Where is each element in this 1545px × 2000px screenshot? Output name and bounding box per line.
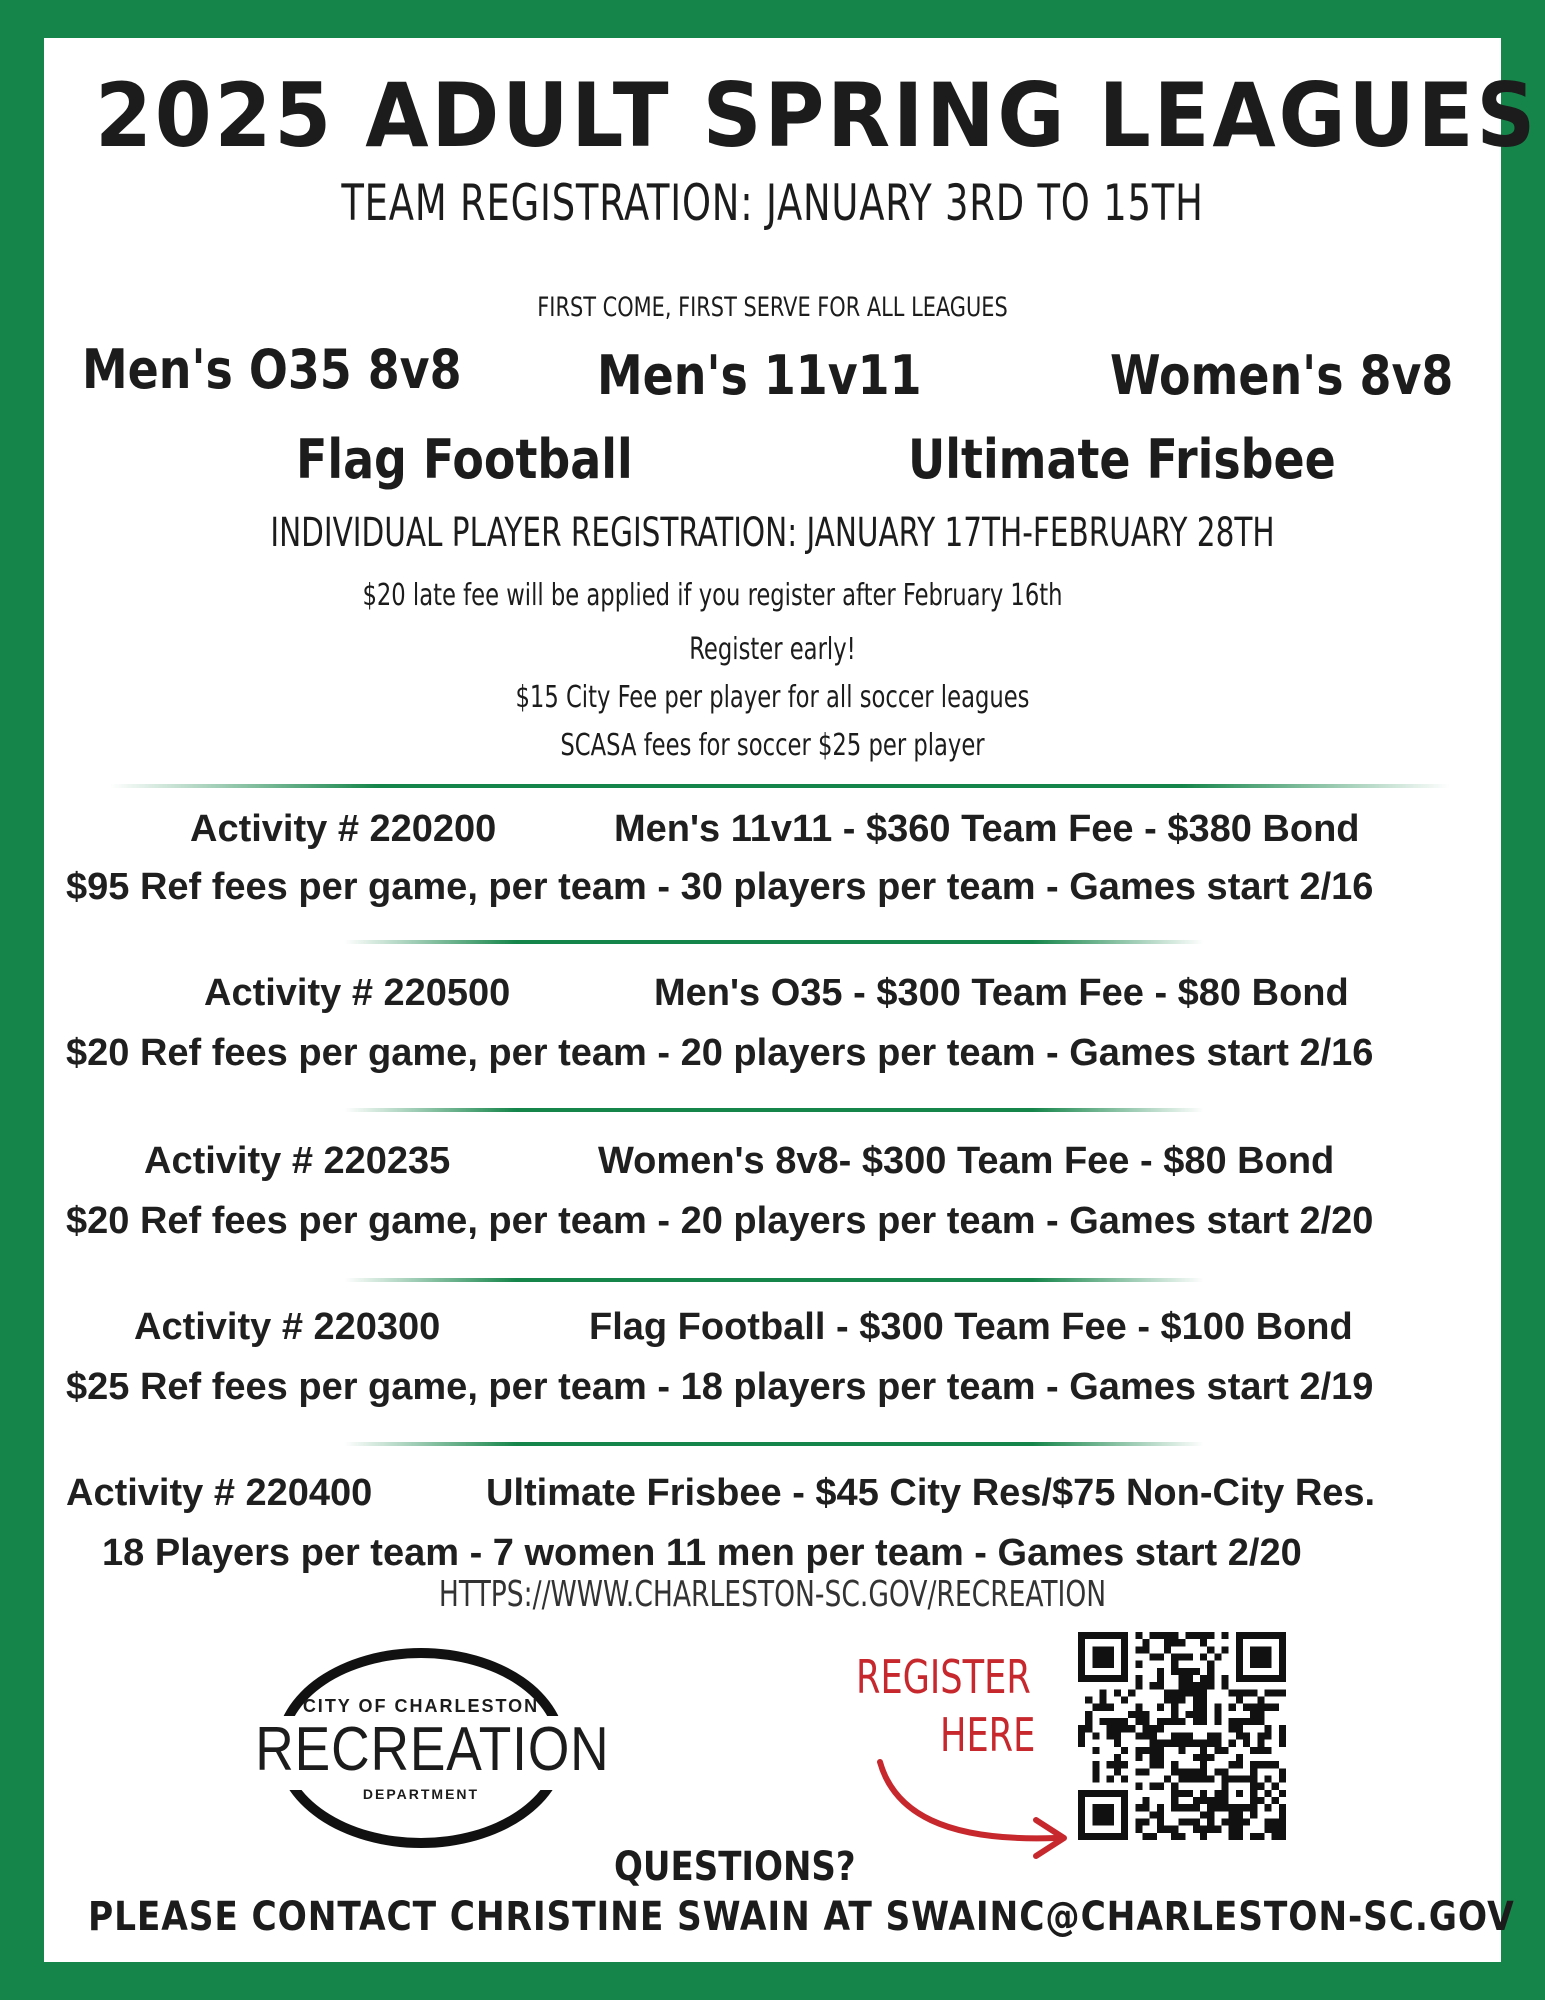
flyer-title: 2025 ADULT SPRING LEAGUES	[94, 64, 1539, 167]
league-womens-8v8: Women's 8v8	[1110, 344, 1454, 407]
activity-number: Activity # 220300	[134, 1306, 441, 1348]
activity-summary: Men's 11v11 - $360 Team Fee - $380 Bond	[614, 808, 1360, 850]
activity-details: 18 Players per team - 7 women 11 men per team - Games start 2/20	[102, 1532, 1302, 1574]
activity-details: $95 Ref fees per game, per team - 30 players per team - Games start 2/16	[66, 866, 1374, 908]
logo-city-text: CITY OF CHARLESTON	[302, 1696, 540, 1716]
city-fee-note: $15 City Fee per player for all soccer leagues	[515, 680, 1030, 715]
activity-summary: Flag Football - $300 Team Fee - $100 Bond	[589, 1306, 1353, 1348]
team-registration-dates: TEAM REGISTRATION: JANUARY 3RD TO 15TH	[341, 174, 1204, 232]
divider	[344, 940, 1204, 944]
league-flag-football: Flag Football	[296, 428, 633, 491]
qr-code[interactable]	[1078, 1632, 1286, 1840]
league-mens-o35: Men's O35 8v8	[82, 338, 462, 401]
activity-number: Activity # 220400	[66, 1472, 373, 1514]
activity-details: $25 Ref fees per game, per team - 18 players per team - Games start 2/19	[66, 1366, 1374, 1408]
activity-summary: Men's O35 - $300 Team Fee - $80 Bond	[654, 972, 1349, 1014]
contact-line: PLEASE CONTACT CHRISTINE SWAIN AT SWAINC@CHARLESTON-SC.GOV	[88, 1894, 1515, 1940]
activity-number: Activity # 220200	[190, 808, 497, 850]
league-ultimate-frisbee: Ultimate Frisbee	[908, 428, 1336, 491]
activity-number: Activity # 220500	[204, 972, 511, 1014]
individual-registration-dates: INDIVIDUAL PLAYER REGISTRATION: JANUARY 17TH-FEBRUARY 28TH	[270, 510, 1275, 556]
activity-summary: Women's 8v8- $300 Team Fee - $80 Bond	[598, 1140, 1335, 1182]
activity-details: $20 Ref fees per game, per team - 20 players per team - Games start 2/20	[66, 1200, 1374, 1242]
divider	[344, 1442, 1204, 1446]
register-label: REGISTER	[856, 1650, 1031, 1704]
divider	[110, 784, 1450, 788]
league-mens-11v11: Men's 11v11	[597, 344, 922, 407]
activity-summary: Ultimate Frisbee - $45 City Res/$75 Non-City Res.	[486, 1472, 1376, 1514]
logo-department-text: DEPARTMENT	[362, 1786, 480, 1802]
here-label: HERE	[940, 1708, 1036, 1762]
late-fee-note: $20 late fee will be applied if you register after February 16th	[362, 578, 1063, 613]
curved-arrow-icon	[864, 1752, 1094, 1872]
activity-number: Activity # 220235	[144, 1140, 451, 1182]
divider	[344, 1278, 1204, 1282]
questions-heading: QUESTIONS?	[614, 1844, 856, 1890]
register-early-note: Register early!	[689, 632, 856, 667]
flyer-page	[44, 38, 1539, 1962]
logo-recreation-text: RECREATION	[255, 1715, 610, 1784]
activity-details: $20 Ref fees per game, per team - 20 players per team - Games start 2/16	[66, 1032, 1374, 1074]
recreation-url[interactable]: HTTPS://WWW.CHARLESTON-SC.GOV/RECREATION	[438, 1574, 1107, 1615]
scasa-fee-note: SCASA fees for soccer $25 per player	[560, 728, 985, 763]
divider	[344, 1108, 1204, 1112]
first-come-note: FIRST COME, FIRST SERVE FOR ALL LEAGUES	[537, 292, 1008, 323]
